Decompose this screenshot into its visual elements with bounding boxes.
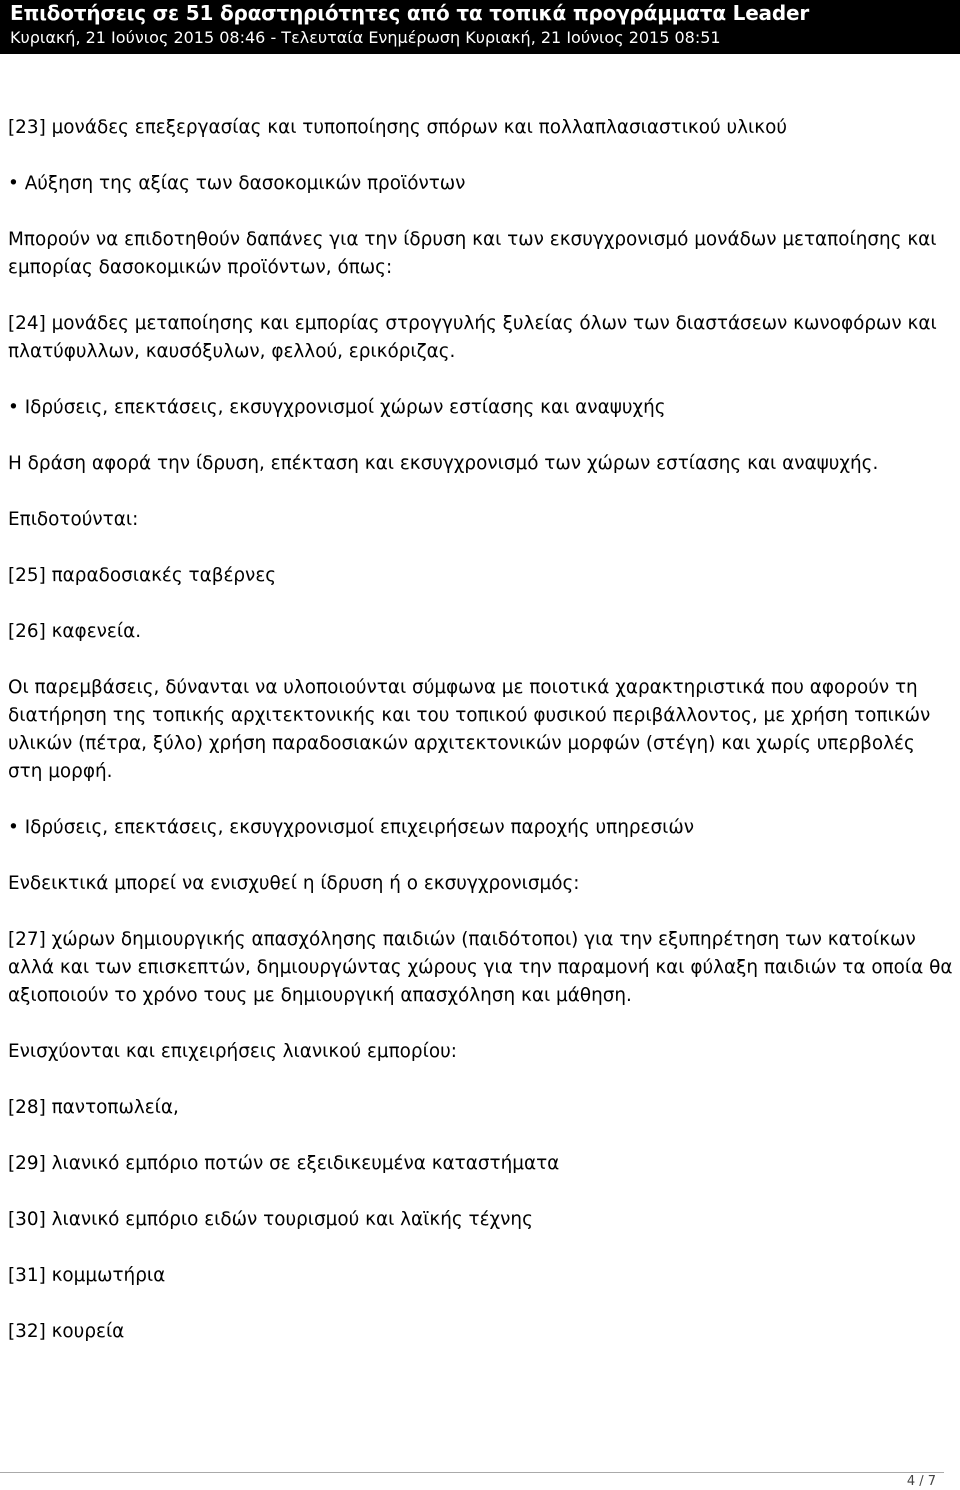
item-25: [25] παραδοσιακές ταβέρνες [8,565,277,586]
item-30: [30] λιανικό εμπόριο ειδών τουρισμού και λαϊκής τέχνης [8,1209,533,1230]
document-dates: Κυριακή, 21 Ιούνιος 2015 08:46 - Τελευταία Ενημέρωση Κυριακή, 21 Ιούνιος 2015 08:51 [10,28,721,47]
page-header [0,0,960,54]
paragraph-dining-intro: Η δράση αφορά την ίδρυση, επέκταση και εκσυγχρονισμό των χώρων εστίασης και αναψυχής. [8,453,879,474]
item-24: [24] μονάδες μεταποίησης και εμπορίας στρογγυλής ξυλείας όλων των διαστάσεων κωνοφόρων και πλατύφυλλων, καυσόξυλων, φελλού, ερικόριζας. [8,313,937,362]
paragraph-retail-intro: Ενισχύονται και επιχειρήσεις λιανικού εμπορίου: [8,1041,457,1062]
item-28: [28] παντοπωλεία, [8,1097,179,1118]
paragraph-interventions: Οι παρεμβάσεις, δύνανται να υλοποιούνται σύμφωνα με ποιοτικά χαρακτηριστικά που αφορούν τη διατήρηση της τοπικής αρχιτεκτονικής και του τοπικού φυσικού περιβάλλοντος, με χρήση τοπικών υλικών (πέτρα, ξύλο) χρήση παραδοσιακών αρχιτεκτονικών μορφών (στέγη) και χωρίς υπερβολές στη μορφή. [8,677,931,782]
article-body [8,114,953,1374]
item-29: [29] λιανικό εμπόριο ποτών σε εξειδικευμένα καταστήματα [8,1153,560,1174]
item-23: [23] μονάδες επεξεργασίας και τυποποίησης σπόρων και πολλαπλασιαστικού υλικού [8,117,787,138]
paragraph-forestry-intro: Μπορούν να επιδοτηθούν δαπάνες για την ίδρυση και των εκσυγχρονισμό μονάδων μεταποίησης και εμπορίας δασοκομικών προϊόντων, όπως: [8,229,937,278]
footer-divider [0,1472,944,1473]
item-32: [32] κουρεία [8,1321,125,1342]
section-heading-dining: • Ιδρύσεις, επεκτάσεις, εκσυγχρονισμοί χώρων εστίασης και αναψυχής [8,394,953,422]
paragraph-subsidized: Επιδοτούνται: [8,509,139,530]
document-title: Επιδοτήσεις σε 51 δραστηριότητες από τα τοπικά προγράμματα Leader [10,1,809,25]
paragraph-services-intro: Ενδεικτικά μπορεί να ενισχυθεί η ίδρυση ή ο εκσυγχρονισμός: [8,873,580,894]
section-heading-forestry: • Αύξηση της αξίας των δασοκομικών προϊόντων [8,170,953,198]
section-heading-services: • Ιδρύσεις, επεκτάσεις, εκσυγχρονισμοί επιχειρήσεων παροχής υπηρεσιών [8,814,953,842]
page-number: 4 / 7 [906,1474,936,1489]
item-26: [26] καφενεία. [8,621,142,642]
item-27: [27] χώρων δημιουργικής απασχόλησης παιδιών (παιδότοποι) για την εξυπηρέτηση των κατοίκων αλλά και των επισκεπτών, δημιουργώντας χώρους για την παραμονή και φύλαξη παιδιών τα οποία θα αξιοποιούν το χρόνο τους με δημιουργική απασχόληση και μάθηση. [8,929,953,1006]
item-31: [31] κομμωτήρια [8,1265,166,1286]
